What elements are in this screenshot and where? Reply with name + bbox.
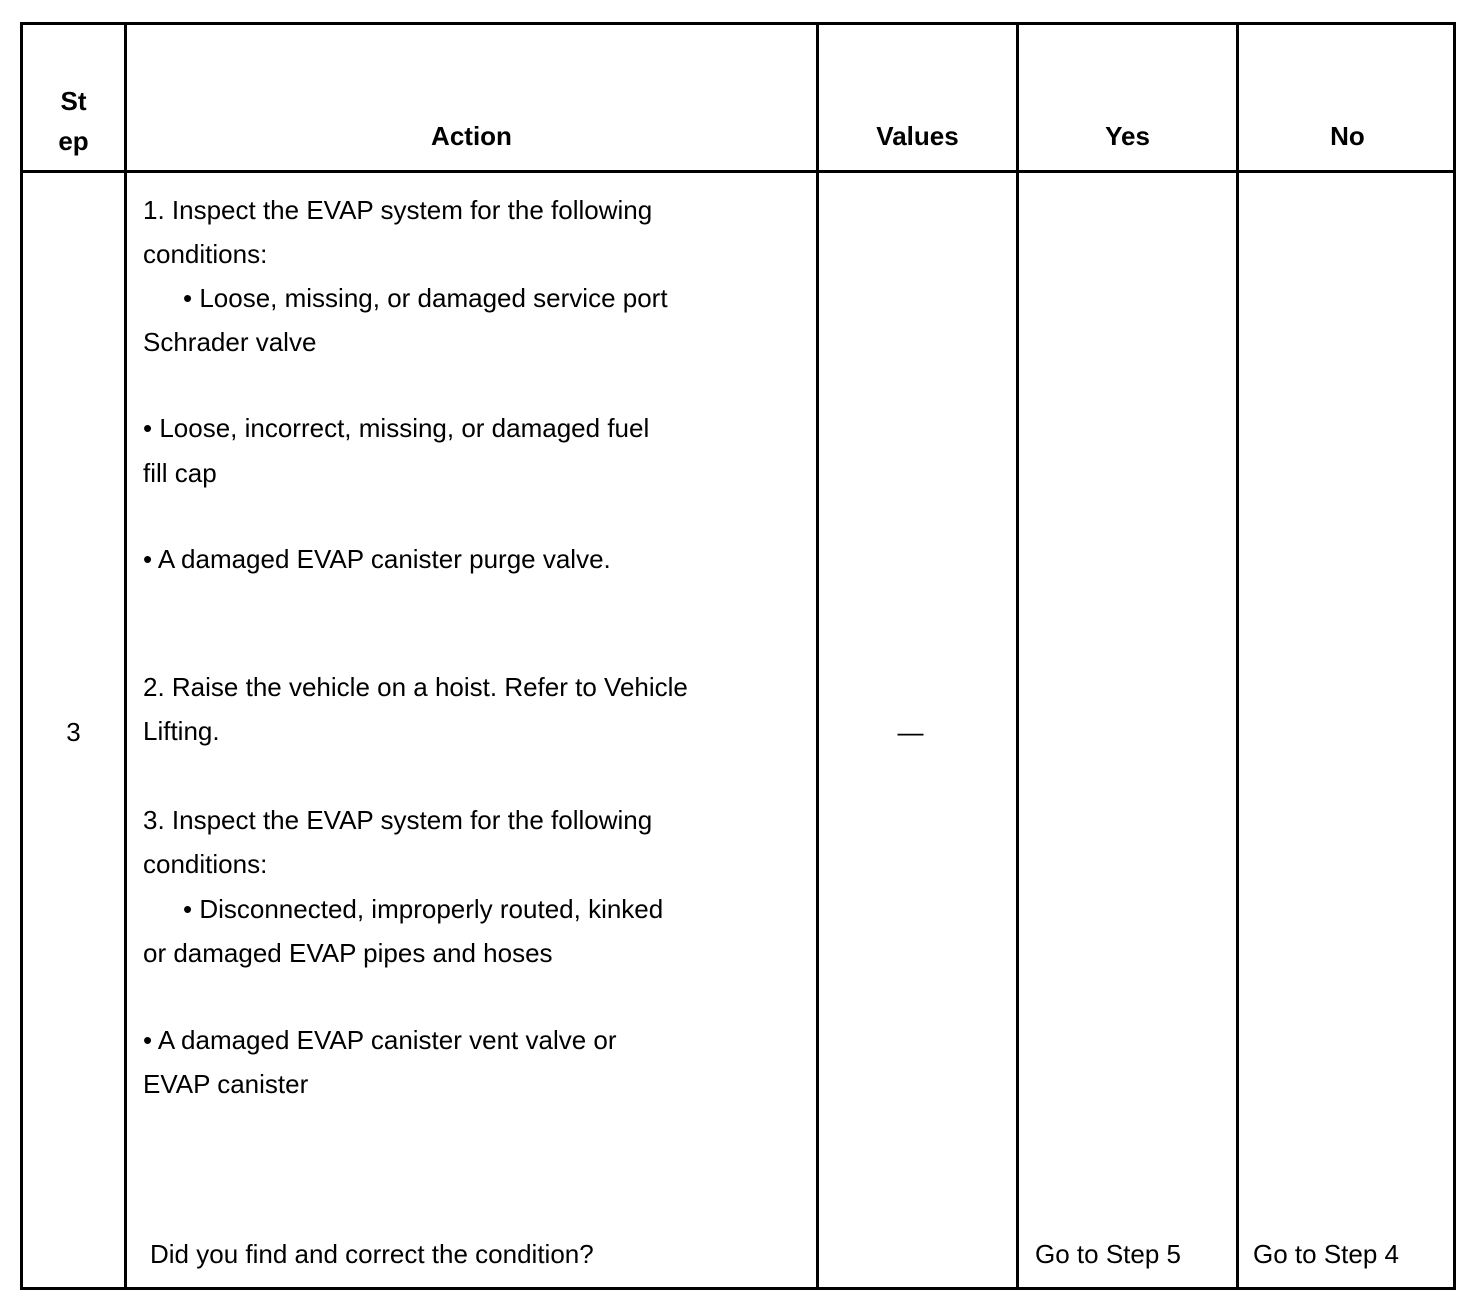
column-divider bbox=[1236, 25, 1239, 1287]
action-line: Schrader valve bbox=[143, 327, 317, 357]
header-step-line2: ep bbox=[58, 126, 89, 156]
action-line: • Disconnected, improperly routed, kinked bbox=[183, 894, 664, 924]
header-divider bbox=[23, 170, 1453, 173]
action-line: EVAP canister bbox=[143, 1069, 309, 1099]
action-line: • Loose, missing, or damaged service port bbox=[183, 283, 668, 313]
action-line: • A damaged EVAP canister vent valve or bbox=[143, 1025, 617, 1055]
action-line: Lifting. bbox=[143, 716, 220, 746]
question-text: Did you find and correct the condition? bbox=[150, 1239, 594, 1269]
action-line: fill cap bbox=[143, 458, 217, 488]
step-number: 3 bbox=[66, 717, 81, 747]
action-line: 1. Inspect the EVAP system for the following bbox=[143, 195, 653, 225]
value-cell: — bbox=[897, 717, 924, 747]
header-yes: Yes bbox=[1105, 121, 1150, 151]
yes-cell: Go to Step 5 bbox=[1035, 1239, 1181, 1269]
action-line: 2. Raise the vehicle on a hoist. Refer to Vehicle bbox=[143, 672, 688, 702]
column-divider bbox=[124, 25, 127, 1287]
action-line: 3. Inspect the EVAP system for the following bbox=[143, 805, 653, 835]
action-line: or damaged EVAP pipes and hoses bbox=[143, 938, 553, 968]
diagnostic-table bbox=[20, 22, 1456, 1290]
header-no: No bbox=[1330, 121, 1365, 151]
header-step bbox=[23, 81, 124, 161]
action-line: • A damaged EVAP canister purge valve. bbox=[143, 544, 611, 574]
header-action: Action bbox=[431, 121, 512, 151]
no-cell: Go to Step 4 bbox=[1253, 1239, 1399, 1269]
action-line: • Loose, incorrect, missing, or damaged fuel bbox=[143, 413, 650, 443]
column-divider bbox=[1016, 25, 1019, 1287]
column-divider bbox=[816, 25, 819, 1287]
header-step-line1: St bbox=[60, 86, 87, 116]
header-values: Values bbox=[876, 121, 959, 151]
action-line: conditions: bbox=[143, 239, 268, 269]
action-line: conditions: bbox=[143, 849, 268, 879]
